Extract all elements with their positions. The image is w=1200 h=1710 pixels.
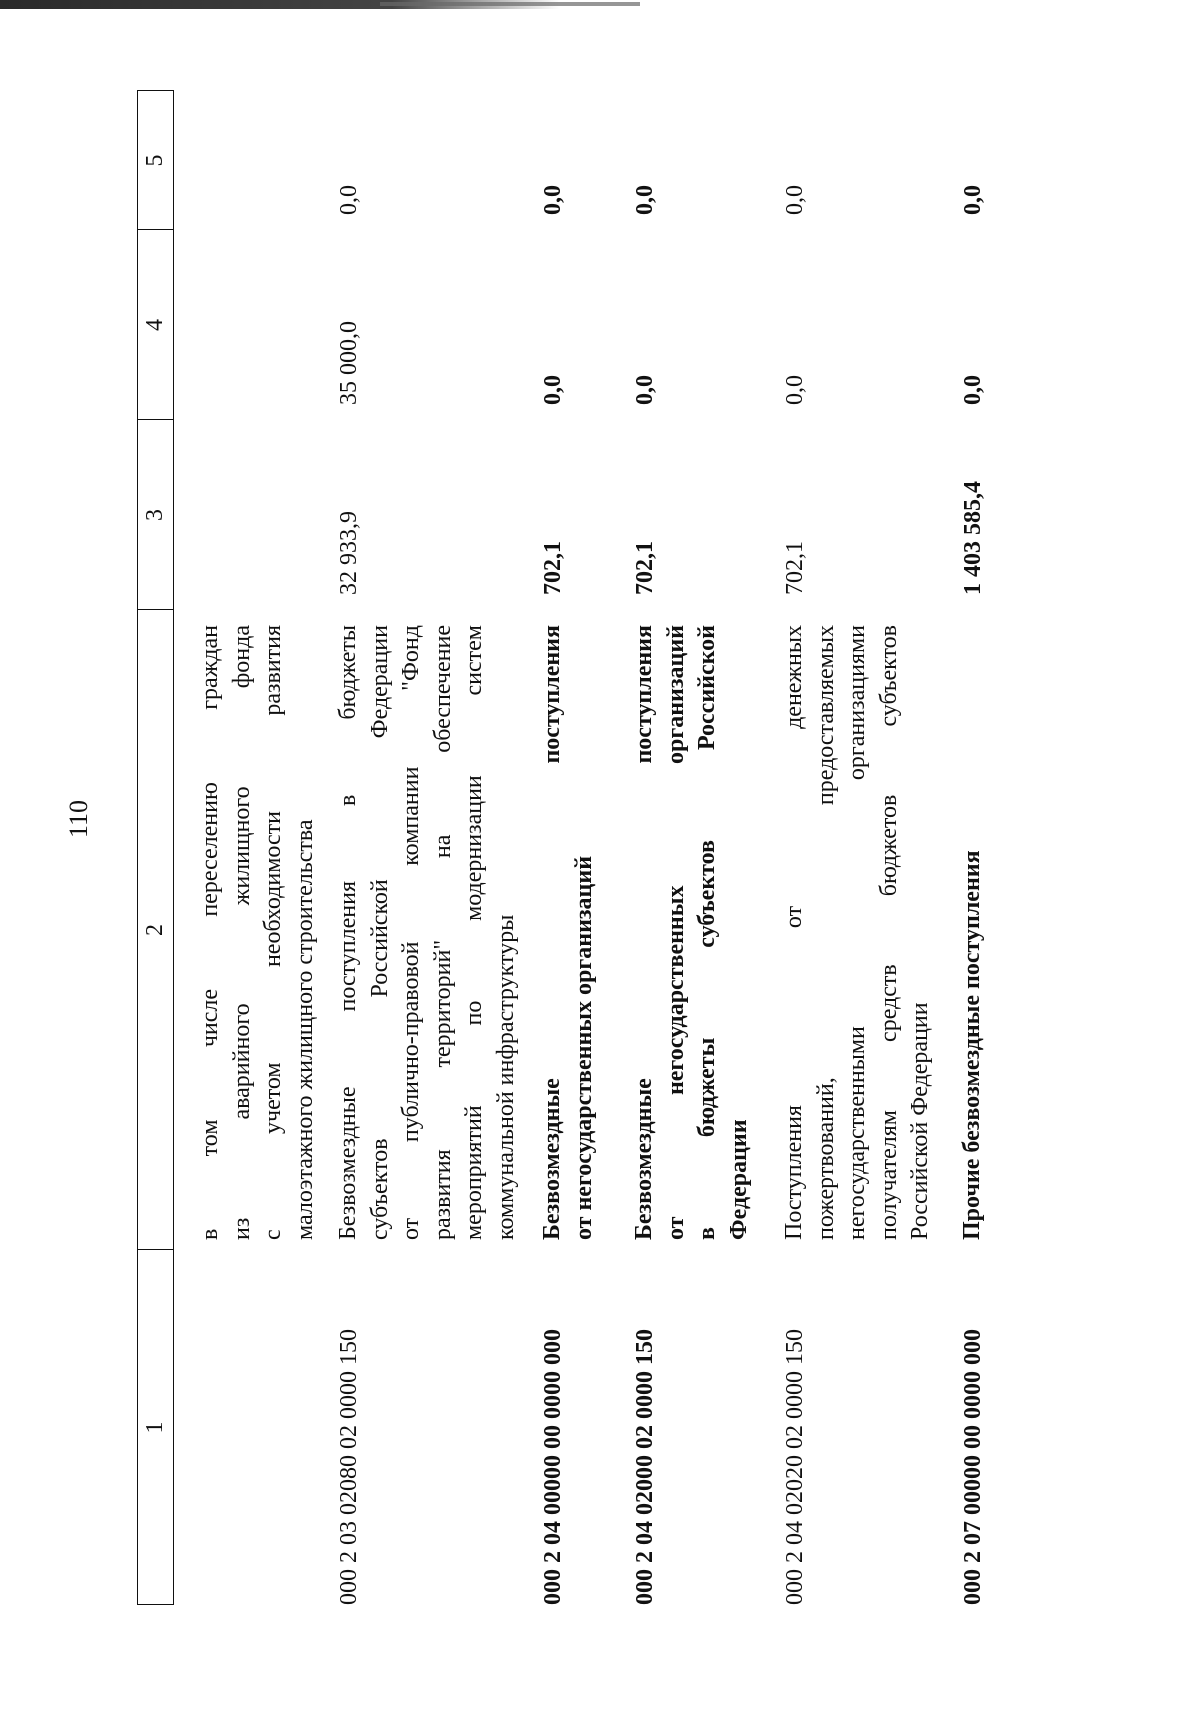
row-col3-value: 702,1 (540, 541, 566, 595)
row-name-line: Безвозмездные поступления в бюджеты (335, 625, 361, 1240)
row-name (629, 625, 755, 1240)
row-name-line: от негосударственных организаций (570, 855, 597, 1240)
header-col-1: 1 (142, 1421, 168, 1434)
row-name-line: негосударственными организациями (844, 625, 870, 1240)
row-col5-value: 0,0 (632, 185, 658, 215)
row-code: 000 2 04 02020 02 0000 150 (782, 1329, 808, 1605)
row-name-line: мероприятий по модернизации систем (461, 625, 487, 1240)
budget-table (137, 90, 1157, 1605)
row-name (957, 625, 989, 1240)
scan-edge-artifact-2 (380, 2, 640, 6)
row-code: 000 2 07 00000 00 0000 000 (960, 1329, 986, 1605)
row-name-line: пожертвований, предоставляемых (812, 625, 839, 1240)
row-name-line: коммунальной инфраструктуры (492, 914, 519, 1240)
page-number: 110 (64, 799, 93, 838)
row-name-line: субъектов Российской Федерации (366, 625, 393, 1240)
row-col5-value: 0,0 (782, 185, 808, 215)
row-col3-value: 32 933,9 (336, 511, 362, 595)
header-col-5: 5 (142, 154, 168, 167)
row-name-line: Безвозмездные поступления (631, 625, 657, 1240)
row-name (779, 625, 937, 1240)
row-col4-value: 0,0 (540, 375, 566, 405)
row-name-line: получателям средств бюджетов субъектов (875, 625, 902, 1240)
row-code: 000 2 04 02000 02 0000 150 (632, 1329, 658, 1605)
row-col4-value: 0,0 (960, 375, 986, 405)
row-code: 000 2 03 02080 02 0000 150 (336, 1329, 362, 1605)
row-name-line: от публично-правовой компании "Фонд (398, 625, 424, 1240)
row-name (195, 625, 321, 1240)
row-name-line: Российской Федерации (907, 1002, 933, 1240)
row-name-line: малоэтажного жилищного строительства (291, 819, 318, 1240)
row-col3-value: 702,1 (782, 541, 808, 595)
row-code: 000 2 04 00000 00 0000 000 (540, 1329, 566, 1605)
row-col5-value: 0,0 (336, 185, 362, 215)
row-name-line: в бюджеты субъектов Российской (694, 625, 720, 1240)
row-name-line: Прочие безвозмездные поступления (959, 850, 985, 1240)
row-name-line: из аварийного жилищного фонда (228, 625, 255, 1240)
row-col4-value: 35 000,0 (336, 321, 362, 405)
row-col4-value: 0,0 (632, 375, 658, 405)
row-name-line: Поступления от денежных (781, 625, 807, 1240)
row-col3-value: 702,1 (632, 541, 658, 595)
table-top-rule (137, 90, 138, 1605)
row-name-line: с учетом необходимости развития (260, 625, 286, 1240)
row-name-line: в том числе переселению граждан (197, 625, 223, 1240)
header-bottom-rule (173, 90, 174, 1605)
row-name (537, 625, 600, 1240)
row-name (333, 625, 522, 1240)
row-name-line: от негосударственных организаций (662, 625, 689, 1240)
row-name-line: развития территорий" на обеспечение (429, 625, 456, 1240)
row-col4-value: 0,0 (782, 375, 808, 405)
header-col-2: 2 (142, 924, 168, 936)
row-col5-value: 0,0 (540, 185, 566, 215)
row-col3-value: 1 403 585,4 (960, 481, 986, 595)
row-name-line: Федерации (725, 1119, 752, 1240)
header-col-3: 3 (142, 509, 168, 521)
row-col5-value: 0,0 (960, 185, 986, 215)
header-col-4: 4 (142, 319, 168, 331)
row-name-line: Безвозмездные поступления (539, 625, 565, 1240)
